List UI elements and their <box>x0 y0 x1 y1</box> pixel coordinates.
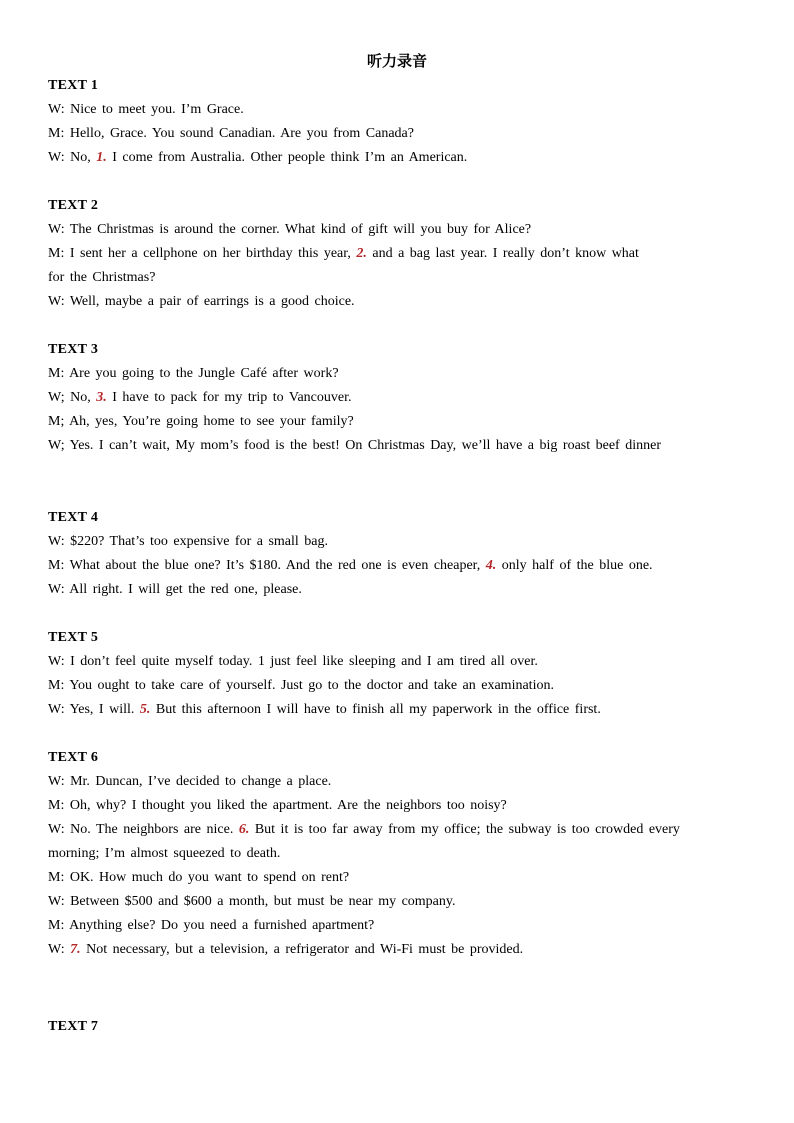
dialogue-line: W: All right. I will get the red one, please. <box>48 582 302 597</box>
transcript-body <box>48 74 738 1039</box>
section-heading: TEXT 1 <box>48 78 99 93</box>
dialogue-line: M: Anything else? Do you need a furnished apartment? <box>48 918 375 933</box>
question-number: 3. <box>96 390 107 405</box>
text-section-1 <box>48 74 738 170</box>
dialogue-line: M: You ought to take care of yourself. Just go to the doctor and take an examination. <box>48 678 554 693</box>
question-number: 4. <box>485 558 497 573</box>
page-title: 听力录音 <box>366 52 427 70</box>
dialogue-line: W: Yes, I will. 5. But this afternoon I will have to finish all my paperwork in the office first. <box>48 702 601 717</box>
question-number: 6. <box>238 822 250 837</box>
section-heading: TEXT 5 <box>48 630 99 645</box>
dialogue-line: W: Well, maybe a pair of earrings is a good choice. <box>48 294 355 309</box>
dialogue-line: M: Are you going to the Jungle Café after work? <box>48 366 339 381</box>
text-section-3 <box>48 338 738 458</box>
dialogue-line: W: No, 1. I come from Australia. Other people think I’m an American. <box>48 150 468 165</box>
text-section-5 <box>48 626 738 722</box>
dialogue-line: W: 7. Not necessary, but a television, a refrigerator and Wi-Fi must be provided. <box>48 942 524 957</box>
text-section-2 <box>48 194 738 314</box>
section-heading: TEXT 7 <box>48 1019 99 1034</box>
question-number: 1. <box>96 150 107 165</box>
text-section-6 <box>48 746 738 962</box>
text-section-4 <box>48 506 738 602</box>
dialogue-line: W: $220? That’s too expensive for a small bag. <box>48 534 328 549</box>
dialogue-line: W: I don’t feel quite myself today. 1 just feel like sleeping and I am tired all over. <box>48 654 538 669</box>
dialogue-line: for the Christmas? <box>48 270 156 285</box>
dialogue-line: W; Yes. I can’t wait, My mom’s food is the best! On Christmas Day, we’ll have a big roast beef dinner <box>48 438 661 453</box>
question-number: 2. <box>356 246 367 261</box>
question-number: 7. <box>70 942 81 957</box>
section-heading: TEXT 3 <box>48 342 99 357</box>
dialogue-line: M: I sent her a cellphone on her birthday this year, 2. and a bag last year. I really don’t know what <box>48 246 639 261</box>
dialogue-line: M: Oh, why? I thought you liked the apartment. Are the neighbors too noisy? <box>48 798 507 813</box>
dialogue-line: W: Between $500 and $600 a month, but must be near my company. <box>48 894 456 909</box>
section-heading: TEXT 6 <box>48 750 99 765</box>
dialogue-line: morning; I’m almost squeezed to death. <box>48 846 281 861</box>
dialogue-line: W: Mr. Duncan, I’ve decided to change a place. <box>48 774 332 789</box>
question-number: 5. <box>139 702 151 717</box>
dialogue-line: M; Ah, yes, You’re going home to see your family? <box>48 414 354 429</box>
dialogue-line: M: What about the blue one? It’s $180. And the red one is even cheaper, 4. only half of the blue one. <box>48 558 653 573</box>
dialogue-line: M: OK. How much do you want to spend on rent? <box>48 870 350 885</box>
dialogue-line: W: Nice to meet you. I’m Grace. <box>48 102 244 117</box>
dialogue-line: W; No, 3. I have to pack for my trip to Vancouver. <box>48 390 352 405</box>
dialogue-line: W: The Christmas is around the corner. What kind of gift will you buy for Alice? <box>48 222 532 237</box>
section-heading: TEXT 4 <box>48 510 99 525</box>
section-heading: TEXT 2 <box>48 198 99 213</box>
text-section-7 <box>48 1015 738 1039</box>
dialogue-line: M: Hello, Grace. You sound Canadian. Are you from Canada? <box>48 126 414 141</box>
dialogue-line: W: No. The neighbors are nice. 6. But it is too far away from my office; the subway is too crowded every <box>48 822 680 837</box>
